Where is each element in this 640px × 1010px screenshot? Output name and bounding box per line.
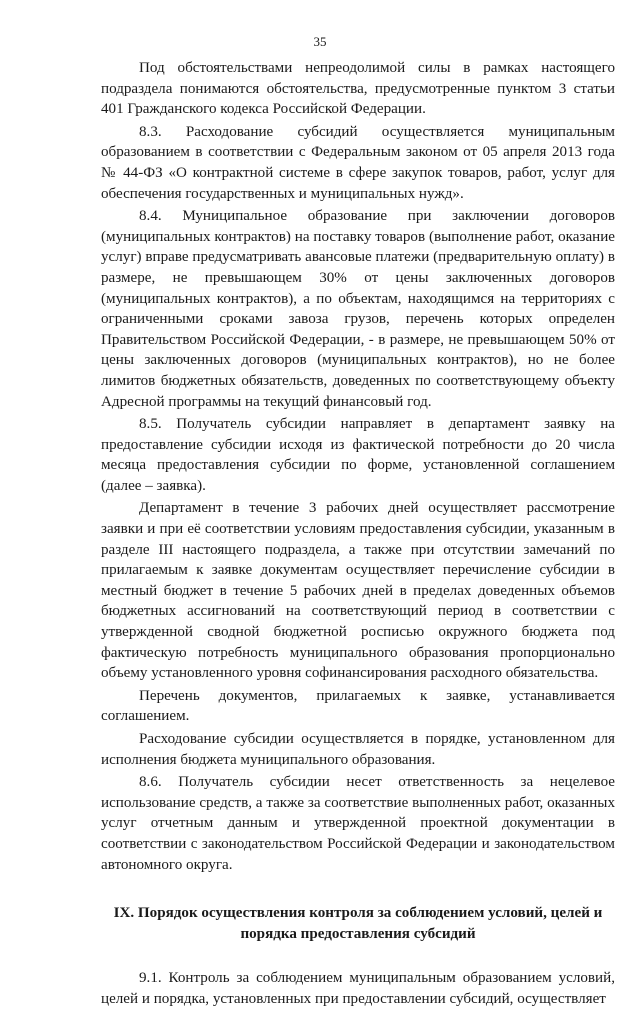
paragraph-9-1: 9.1. Контроль за соблюдением муниципальным образованием условий, целей и порядка, установленных при предоставлении субсидий, осуществляет xyxy=(101,970,615,1007)
paragraph-8-3: 8.3. Расходование субсидий осуществляется муниципальным образованием в соответствии с Федеральным законом от 05 апреля 2013 года № 44-ФЗ «О контрактной системе в сфере закупок товаров, работ, услуг для обеспечения государственных и муниципальных нужд». xyxy=(101,123,615,202)
document-body xyxy=(101,58,615,1010)
paragraph-documents-list: Перечень документов, прилагаемых к заявке, устанавливается соглашением. xyxy=(101,687,615,725)
paragraph-spending-order: Расходование субсидии осуществляется в порядке, установленном для исполнения бюджета муниципального образования. xyxy=(101,731,615,768)
page-number: 35 xyxy=(313,34,327,49)
paragraph-8-6: 8.6. Получатель субсидии несет ответственность за нецелевое использование средств, а также за соответствие выполненных работ, оказанных услуг отчетным данным и утвержденной проектной документации в соответствии с законодательством Российской Федерации и законодательством автономного округа. xyxy=(101,774,615,873)
paragraph-8-5: 8.5. Получатель субсидии направляет в департамент заявку на предоставление субсидии исходя из фактической потребности до 20 числа месяца предоставления субсидии по форме, установленной соглашением (далее – заявка). xyxy=(101,416,615,494)
paragraph-force-majeure: Под обстоятельствами непреодолимой силы в рамках настоящего подраздела понимаются обстоятельства, предусмотренные пунктом 3 статьи 401 Гражданского кодекса Российской Федерации. xyxy=(101,60,615,118)
paragraph-8-4: 8.4. Муниципальное образование при заключении договоров (муниципальных контрактов) на поставку товаров (выполнение работ, оказание услуг) вправе предусматривать авансовые платежи (предварительную оплату) в размере, не превышающем 30% от цены заключенных договоров (муниципальных контрактов), а по объектам, находящимся на территориях с ограниченными сроками завоза грузов, перечень которых определен Правительством Российской Федерации, - в размере, не превышающем 50% от цены заключенных договоров (муниципальных контрактов), но не более лимитов бюджетных обязательств, доведенных по соответствующему объекту Адресной программы на текущий финансовый год. xyxy=(101,208,615,410)
paragraph-department-review: Департамент в течение 3 рабочих дней осуществляет рассмотрение заявки и при её соответствии условиям предоставления субсидии, указанным в разделе III настоящего подраздела, а также при отсутствии замечаний по прилагаемым к заявке документам осуществляет перечисление субсидии в местный бюджет в течение 5 рабочих дней в пределах доведенных объемов бюджетных ассигнований на соответствующий период в соответствии с утвержденной сводной бюджетной росписью окружного бюджета под фактическую потребность муниципального образования пропорционально объему установленного уровня софинансирования расходного обязательства. xyxy=(101,500,615,682)
section-heading: IX. Порядок осуществления контроля за соблюдением условий, целей и порядка предоставления субсидий xyxy=(113,905,603,942)
